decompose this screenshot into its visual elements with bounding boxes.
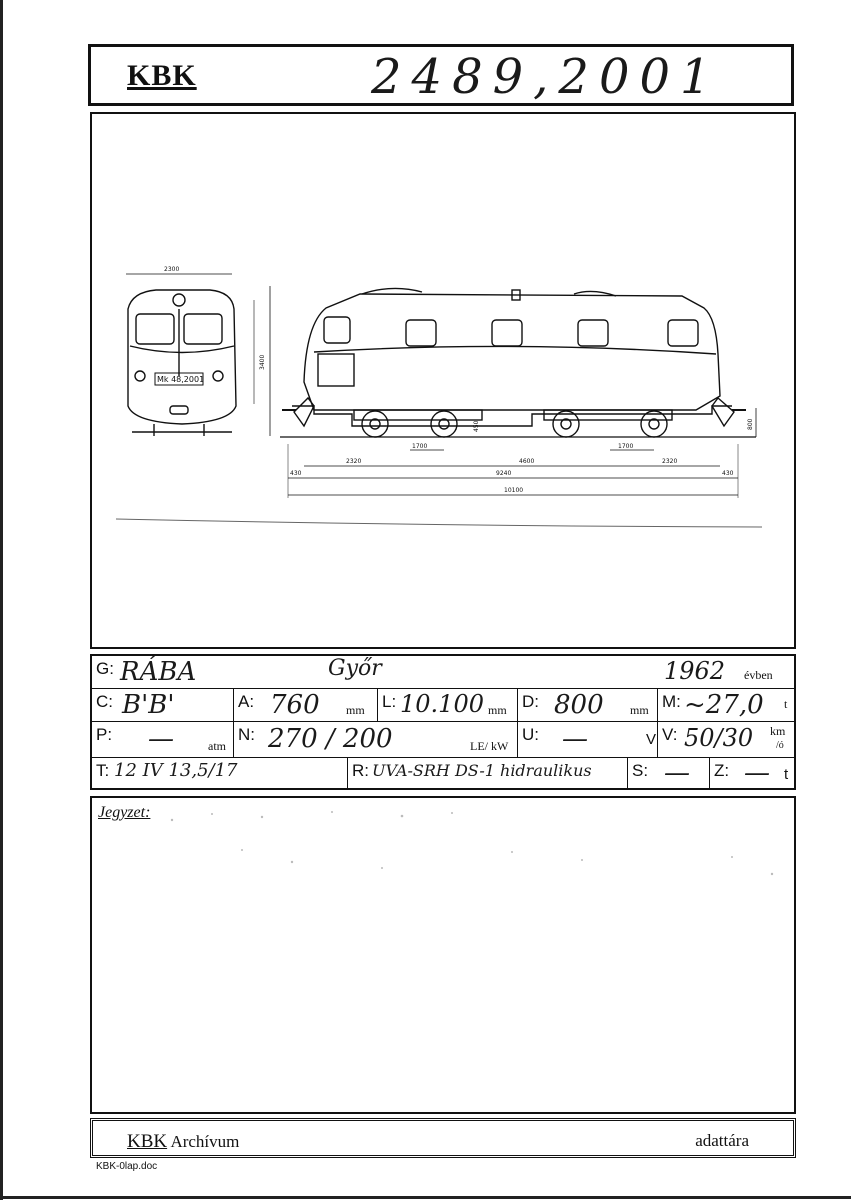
value-r: UVA-SRH DS-1 hidraulikus: [372, 761, 592, 780]
document-filename: KBK-0lap.doc: [96, 1161, 158, 1172]
bogie-left: [354, 410, 482, 437]
dim-bogie-left: 1700: [412, 443, 428, 450]
label-v: V:: [662, 725, 678, 744]
label-a: A:: [238, 692, 255, 711]
value-a: 760: [270, 690, 320, 720]
unit-year: évben: [744, 668, 773, 682]
locomotive-drawing: [92, 114, 794, 647]
label-r: R:: [352, 761, 369, 780]
label-d: D:: [522, 692, 539, 711]
dim-over-frame: 9240: [496, 470, 512, 477]
cell-d: [517, 689, 657, 721]
value-year: 1962: [664, 657, 726, 685]
cell-l: [377, 689, 517, 721]
cell-n: [233, 722, 517, 757]
value-d: 800: [554, 690, 604, 720]
front-view: [126, 266, 254, 436]
label-t: T:: [96, 761, 110, 780]
footer-logo: KBK: [127, 1131, 168, 1152]
unit-l: mm: [488, 703, 507, 717]
cell-r: [347, 758, 627, 788]
erased-note-marks: [152, 802, 792, 892]
loco-plate: Mk 48,2001: [157, 375, 205, 384]
dim-overall: 10100: [504, 487, 524, 494]
note-panel: [90, 796, 796, 1114]
label-m: M:: [662, 692, 681, 711]
dim-clearance: 450: [473, 420, 480, 432]
cell-c: [92, 689, 233, 721]
cell-z: [709, 758, 794, 788]
locomotive-drawing-panel: [90, 112, 796, 649]
footer-box: [90, 1118, 796, 1158]
punch-hole-edge: [0, 0, 3, 1200]
row-t: [92, 758, 794, 788]
value-m: ~27,0: [684, 690, 764, 720]
kbk-logo: KBK: [127, 59, 197, 92]
value-t: 12 IV 13,5/17: [114, 760, 238, 781]
page-bottom-edge: [0, 1196, 851, 1199]
unit-a: mm: [346, 703, 365, 717]
value-l: 10.100: [400, 690, 484, 718]
value-n: 270 / 200: [268, 724, 393, 754]
footer-right: adattára: [695, 1131, 749, 1150]
dim-buffer-left: 430: [290, 470, 302, 477]
dim-width-front: 2300: [164, 266, 180, 273]
unit-n: LE/ kW: [470, 739, 509, 753]
label-c: C:: [96, 692, 113, 711]
dim-buffer-right: 430: [722, 470, 734, 477]
dim-wheel: 800: [747, 418, 754, 430]
dim-height: 3400: [259, 354, 266, 370]
value-p: —: [148, 724, 174, 754]
dim-bogie-right: 1700: [618, 443, 634, 450]
unit-m: t: [784, 697, 788, 711]
value-city: Győr: [328, 656, 382, 681]
cell-m: [657, 689, 794, 721]
label-u: U:: [522, 725, 539, 744]
value-s: —: [664, 758, 690, 788]
value-maker: RÁBA: [120, 657, 197, 687]
value-c: B'B': [122, 690, 175, 720]
unit-d: mm: [630, 703, 649, 717]
row-c: [92, 689, 794, 722]
value-u: —: [562, 724, 588, 754]
unit-u: V: [646, 731, 657, 748]
data-grid: [90, 654, 796, 790]
value-z: —: [744, 758, 770, 788]
footer-left: [127, 1131, 239, 1153]
side-view: [259, 286, 756, 498]
value-v: 50/30: [684, 724, 754, 752]
unit-v-bottom: /ó: [776, 740, 784, 751]
row-g: [92, 656, 794, 689]
unit-p: atm: [208, 739, 226, 753]
cell-u: [517, 722, 657, 757]
label-z: Z:: [714, 761, 730, 780]
label-p: P:: [96, 725, 113, 744]
cell-s: [627, 758, 709, 788]
label-l: L:: [382, 692, 397, 711]
header-box: [88, 44, 794, 106]
cell-v: [657, 722, 794, 757]
dim-seg-left: 2320: [346, 458, 362, 465]
footer-archive: Archívum: [170, 1132, 240, 1151]
label-n: N:: [238, 725, 255, 744]
unit-z: t: [784, 766, 789, 783]
unit-v-top: km: [770, 724, 786, 738]
cell-a: [233, 689, 377, 721]
dim-seg-right: 2320: [662, 458, 678, 465]
label-g: G:: [96, 659, 114, 678]
cell-p: [92, 722, 233, 757]
dim-centre: 4600: [519, 458, 535, 465]
label-s: S:: [632, 761, 649, 780]
locomotive-number: 2489,2001: [371, 49, 721, 105]
row-p: [92, 722, 794, 758]
note-title: Jegyzet:: [98, 804, 151, 821]
cell-t: [92, 758, 347, 788]
